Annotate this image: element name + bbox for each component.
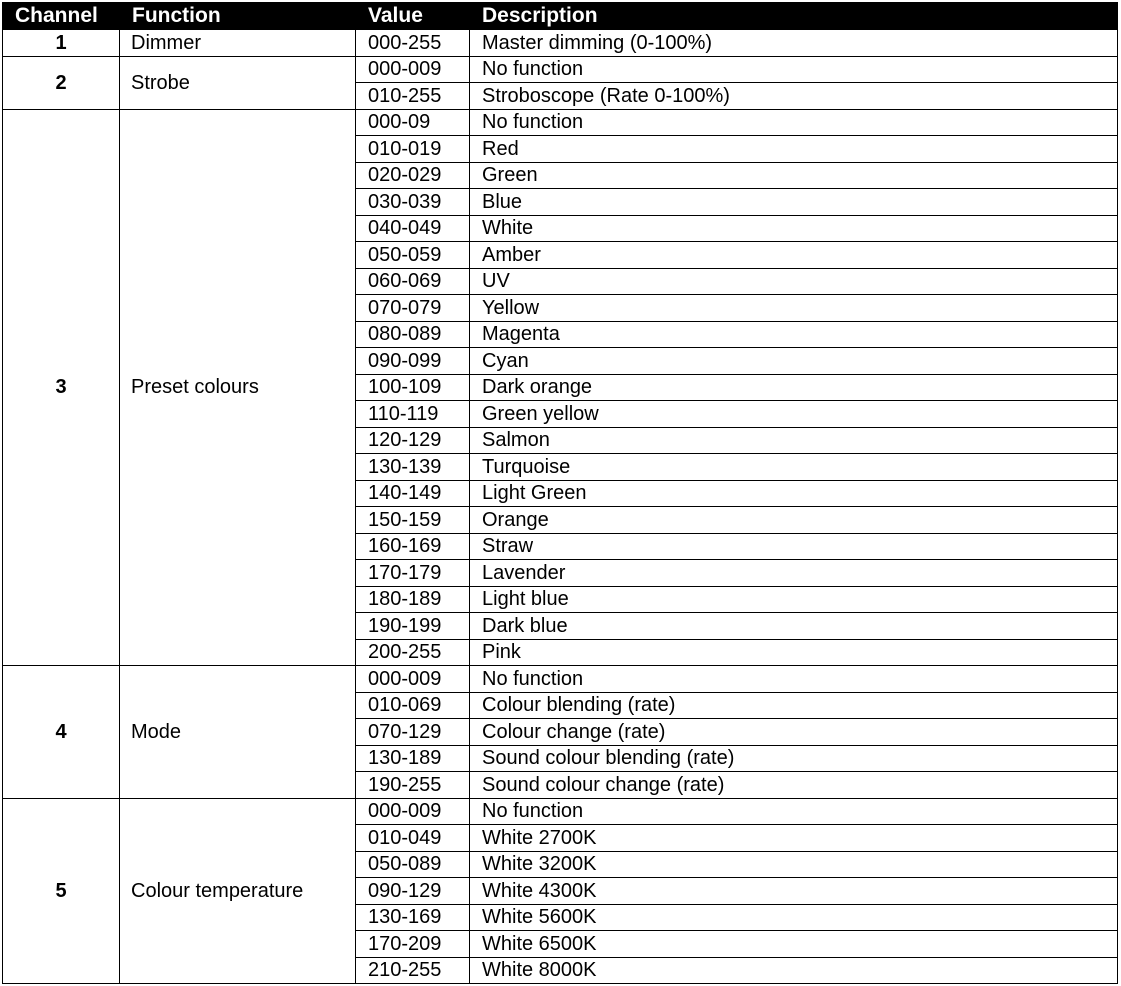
value-range: 010-049 [356, 825, 470, 852]
value-range: 060-069 [356, 268, 470, 295]
value-description: No function [470, 798, 1118, 825]
value-range: 000-009 [356, 798, 470, 825]
value-description: Green yellow [470, 401, 1118, 428]
value-description: No function [470, 666, 1118, 693]
value-range: 000-009 [356, 56, 470, 83]
channel-number: 3 [3, 109, 120, 666]
value-range: 010-255 [356, 83, 470, 110]
value-range: 180-189 [356, 586, 470, 613]
value-range: 090-129 [356, 878, 470, 905]
value-range: 190-255 [356, 772, 470, 799]
channel-function: Preset colours [120, 109, 356, 666]
value-description: Colour change (rate) [470, 719, 1118, 746]
value-range: 010-019 [356, 136, 470, 163]
value-range: 160-169 [356, 533, 470, 560]
table-row [3, 30, 1118, 57]
value-range: 100-109 [356, 374, 470, 401]
channel-function: Strobe [120, 56, 356, 109]
value-description: White 6500K [470, 931, 1118, 958]
value-description: Cyan [470, 348, 1118, 375]
value-description: Colour blending (rate) [470, 692, 1118, 719]
value-range: 070-129 [356, 719, 470, 746]
value-range: 200-255 [356, 639, 470, 666]
value-description: Red [470, 136, 1118, 163]
value-description: Salmon [470, 427, 1118, 454]
value-description: White 4300K [470, 878, 1118, 905]
value-range: 000-009 [356, 666, 470, 693]
value-description: Sound colour blending (rate) [470, 745, 1118, 772]
value-description: Sound colour change (rate) [470, 772, 1118, 799]
value-description: Stroboscope (Rate 0-100%) [470, 83, 1118, 110]
value-range: 040-049 [356, 215, 470, 242]
value-description: Lavender [470, 560, 1118, 587]
channel-number: 2 [3, 56, 120, 109]
value-range: 140-149 [356, 480, 470, 507]
value-range: 010-069 [356, 692, 470, 719]
table-header-row [3, 3, 1118, 30]
value-range: 030-039 [356, 189, 470, 216]
table-row [3, 798, 1118, 825]
header-channel: Channel [3, 3, 120, 30]
header-description: Description [470, 3, 1118, 30]
value-range: 080-089 [356, 321, 470, 348]
value-range: 050-089 [356, 851, 470, 878]
value-description: Amber [470, 242, 1118, 269]
value-description: Dark orange [470, 374, 1118, 401]
value-range: 110-119 [356, 401, 470, 428]
value-description: Blue [470, 189, 1118, 216]
table-row [3, 666, 1118, 693]
value-range: 150-159 [356, 507, 470, 534]
value-range: 050-059 [356, 242, 470, 269]
channel-number: 4 [3, 666, 120, 799]
table-row [3, 109, 1118, 136]
value-description: Yellow [470, 295, 1118, 322]
value-description: Green [470, 162, 1118, 189]
value-range: 130-169 [356, 904, 470, 931]
value-description: Master dimming (0-100%) [470, 30, 1118, 57]
dmx-channel-table [2, 2, 1118, 984]
value-description: No function [470, 109, 1118, 136]
value-description: White 8000K [470, 957, 1118, 984]
value-description: Magenta [470, 321, 1118, 348]
value-range: 170-209 [356, 931, 470, 958]
value-range: 120-129 [356, 427, 470, 454]
value-description: Light Green [470, 480, 1118, 507]
value-range: 130-189 [356, 745, 470, 772]
value-description: White 5600K [470, 904, 1118, 931]
channel-function: Mode [120, 666, 356, 799]
value-description: Pink [470, 639, 1118, 666]
channel-function: Dimmer [120, 30, 356, 57]
value-range: 020-029 [356, 162, 470, 189]
value-description: White [470, 215, 1118, 242]
header-function: Function [120, 3, 356, 30]
table-body [3, 30, 1118, 984]
value-description: Orange [470, 507, 1118, 534]
value-description: Straw [470, 533, 1118, 560]
header-value: Value [356, 3, 470, 30]
value-description: White 3200K [470, 851, 1118, 878]
value-range: 210-255 [356, 957, 470, 984]
value-description: White 2700K [470, 825, 1118, 852]
value-range: 170-179 [356, 560, 470, 587]
value-description: No function [470, 56, 1118, 83]
channel-number: 1 [3, 30, 120, 57]
channel-function: Colour temperature [120, 798, 356, 984]
value-range: 000-09 [356, 109, 470, 136]
value-range: 130-139 [356, 454, 470, 481]
table-row [3, 56, 1118, 83]
value-description: UV [470, 268, 1118, 295]
channel-number: 5 [3, 798, 120, 984]
value-description: Dark blue [470, 613, 1118, 640]
value-range: 090-099 [356, 348, 470, 375]
value-description: Turquoise [470, 454, 1118, 481]
value-range: 190-199 [356, 613, 470, 640]
value-description: Light blue [470, 586, 1118, 613]
value-range: 000-255 [356, 30, 470, 57]
value-range: 070-079 [356, 295, 470, 322]
